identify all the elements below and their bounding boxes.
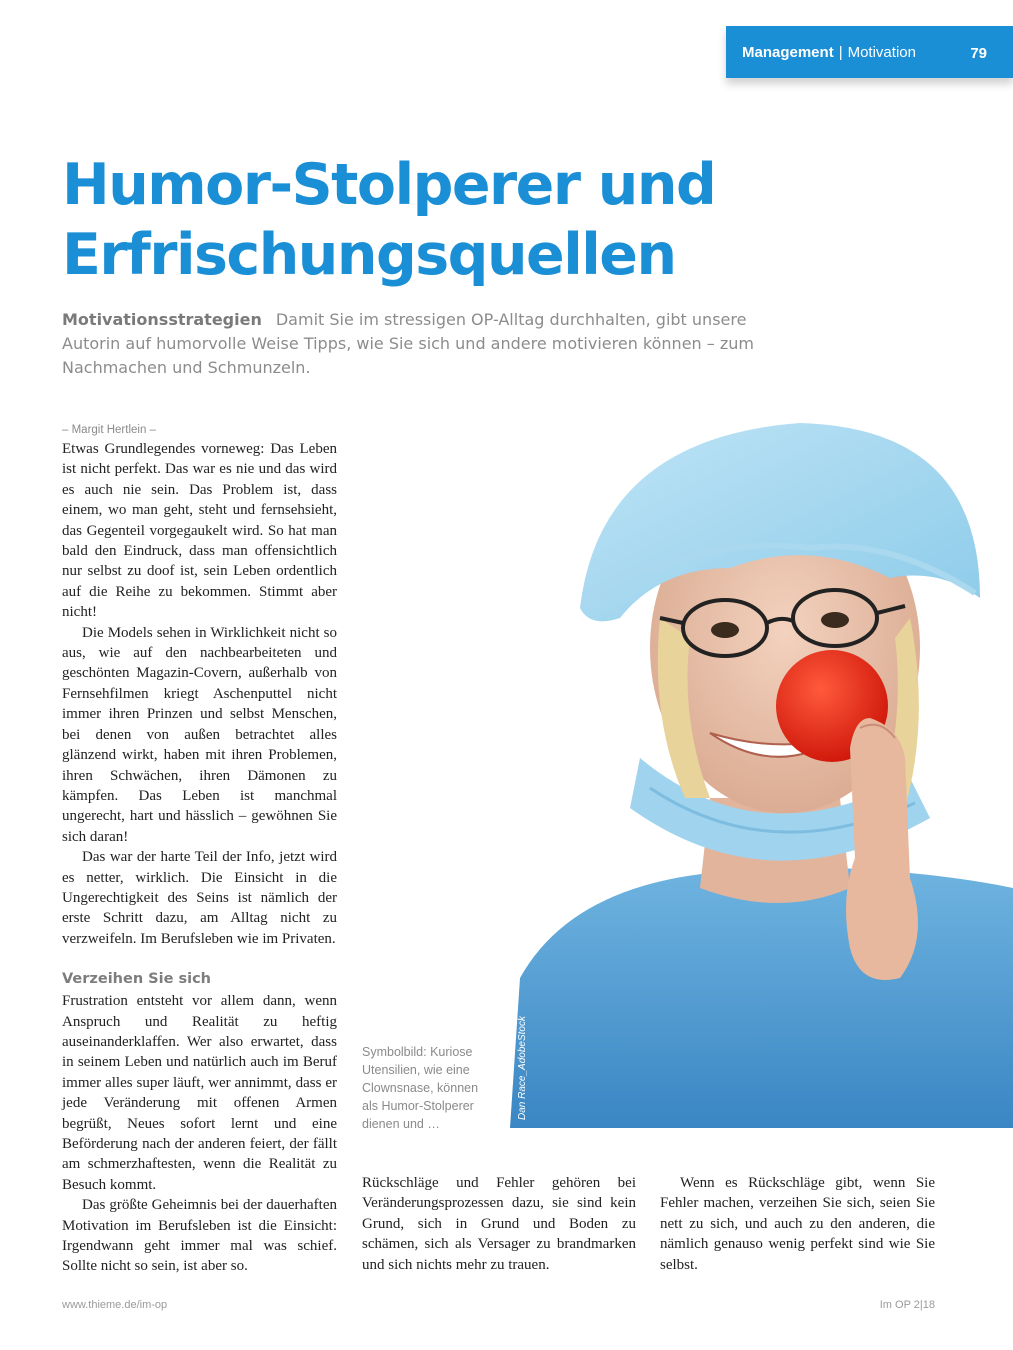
paragraph: Etwas Grundlegendes vorneweg: Das Leben ist nicht perfekt. Das war es nie und das wird es auch nie sein. Das Problem ist, dass einem, wo man geht, steht und fernsehsieht, das Gegenteil vorgegaukelt wird. So hat man bald den Eindruck, dass man offensichtlich nur selbst zu doof ist, sein Leben ordentlich auf die Reihe zu bekommen. Stimmt aber nicht! [62,441,337,621]
paragraph: Die Models sehen in Wirklichkeit nicht so aus, wie auf den nachbearbeiteten und geschönten Magazin-Covern, außerhalb von Fernsehfilmen kriegt Aschenputtel nicht immer ihren Prinzen und selbst Menschen, bei denen von außen betrachtet alles glänzend wirkt, haben mit ihren Problemen, ihren Schwächen, ihren Dämonen zu kämpfen. Das Leben ist manchmal ungerecht, hart und hässlich – gewöhnen Sie sich daran! [62,624,337,845]
title-line-2: Erfrischungsquellen [62,222,676,288]
paragraph: Das größte Geheimnis bei der dauerhaften Motivation im Berufsleben ist die Einsicht: Irgendwann geht immer mal was schief. Sollte nicht so sein, ist aber so. [62,1197,337,1275]
nurse-clown-nose-illustration [510,418,1013,1128]
text-column-3 [660,1173,935,1275]
article-lead [62,308,762,380]
author-byline: – Margit Hertlein – [62,424,156,436]
section-header-tab [726,26,1013,78]
text-column-1 [62,422,337,1277]
figure-caption: Symbolbild: Kuriose Utensilien, wie eine Clownsnase, können als Humor-Stolperer dienen und … [362,1045,479,1131]
footer-issue: Im OP 2|18 [879,1299,935,1311]
paragraph: Frustration entsteht vor allem dann, wenn Anspruch und Realität zu heftig auseinanderklaffen. Wer also erwartet, dass in seinem Leben und natürlich auch im Beruf immer alles super läuft, wer annimmt, dass er jede Veränderung mit offenen Armen begrüßt, Neues sofort lernt und eine Beförderung nach der anderen feiert, der fällt am schmerzhaftesten, wenn die Realität zu Besuch kommt. [62,993,337,1193]
section-label [742,44,916,61]
subheading: Verzeihen Sie sich [62,971,212,988]
lead-kicker: Motivationsstrategien [62,310,262,329]
photo-credit-text: Dan Race_AdobeStock [517,1016,528,1120]
footer-url: www.thieme.de/im-op [62,1299,168,1311]
paragraph: Wenn es Rückschläge gibt, wenn Sie Fehler machen, verzeihen Sie sich, seien Sie nett zu sich, und auch zu den anderen, die nämlich genauso wenig perfekt sind wie Sie selbst. [660,1175,935,1273]
text-column-2 [362,1173,636,1275]
article-title [62,150,715,290]
section-separator: | [838,44,843,61]
paragraph: Das war der harte Teil der Info, jetzt wird es netter, wirklich. Die Einsicht in die Ungerechtigkeit des Seins ist nämlich der erste Schritt dazu, am Alltag nicht zu verzweifeln. Im Berufsleben wie im Privaten. [62,849,337,947]
subsection-name: Motivation [847,44,916,61]
paragraph: Rückschläge und Fehler gehören bei Veränderungsprozessen dazu, sie sind kein Grund, sich in Grund und Boden zu schämen, sich als Versager zu brandmarken und sich nichts mehr zu trauen. [362,1175,636,1273]
section-name: Management [742,44,834,61]
article-photo [510,418,1013,1128]
title-line-1: Humor-Stolperer und [62,152,716,218]
lead-text: Damit Sie im stressigen OP-Alltag durchhalten, gibt unsere Autorin auf humorvolle Weise Tipps, wie Sie sich und andere motivieren können – zum Nachmachen und Schmunzeln. [62,310,754,377]
photo-credit [516,1010,532,1120]
page-number: 79 [970,45,987,62]
